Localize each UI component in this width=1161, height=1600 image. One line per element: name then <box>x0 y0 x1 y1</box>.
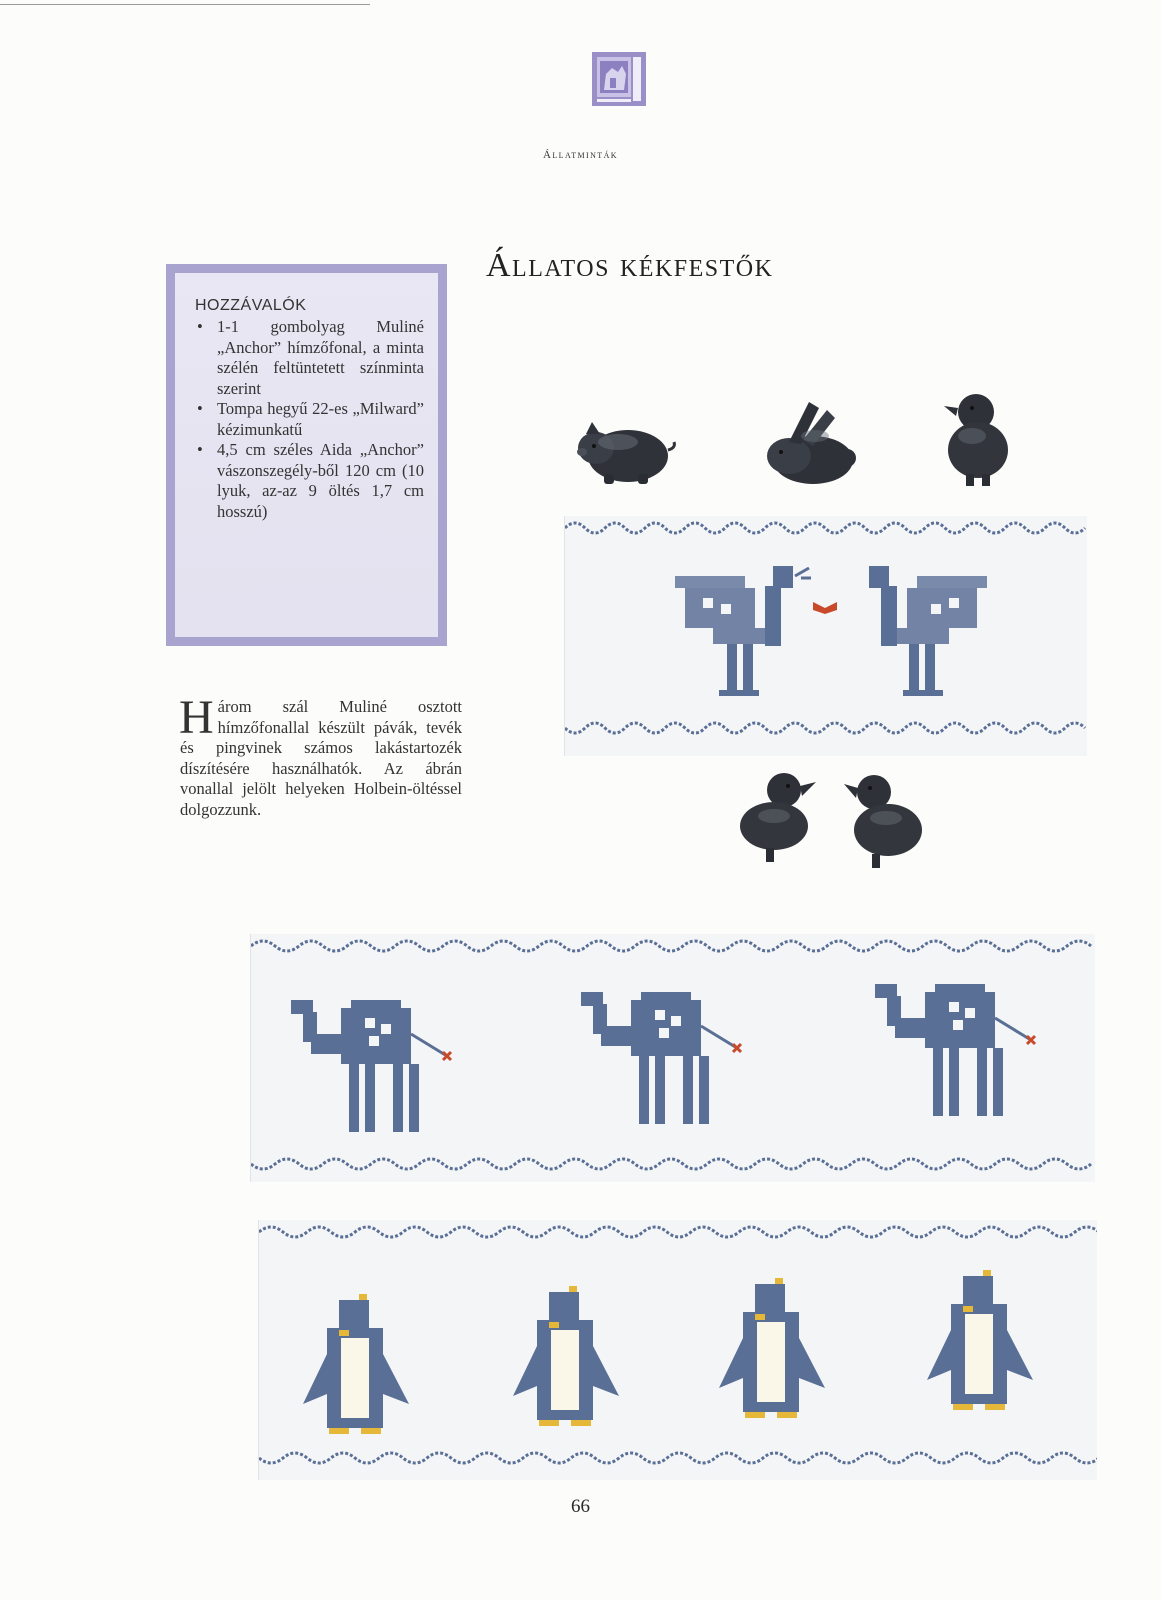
section-heading: Állatminták <box>543 149 618 161</box>
materials-panel <box>175 273 438 637</box>
penguin-motif <box>509 1286 629 1446</box>
penguin-motif <box>299 1294 419 1454</box>
camel-motif <box>281 994 481 1144</box>
bullet-icon: • <box>197 399 203 418</box>
bullet-icon: • <box>197 317 203 336</box>
materials-item <box>195 440 424 522</box>
penguin-motif <box>715 1278 835 1438</box>
materials-list <box>195 317 424 522</box>
materials-item-text: Tompa hegyű 22-es „Milward” kézimunkatű <box>217 399 424 439</box>
penguin-motif <box>923 1270 1043 1430</box>
wave-border-bottom <box>259 1450 1097 1468</box>
peacock-strip <box>564 516 1087 756</box>
camel-motif <box>865 978 1065 1128</box>
wave-border-top <box>565 518 1087 536</box>
wave-border-top <box>259 1222 1097 1240</box>
intro-dropcap: H <box>179 691 214 744</box>
penguin-strip <box>258 1220 1097 1480</box>
materials-item <box>195 317 424 399</box>
section-logo-icon <box>592 52 646 106</box>
chick-button-image <box>936 390 1016 494</box>
pig-button-image <box>572 412 680 492</box>
materials-heading: HOZZÁVALÓK <box>195 297 307 314</box>
materials-box <box>166 264 447 646</box>
materials-item-text: 1-1 gombolyag Muliné „Anchor” hímzőfonal, a minta szélén feltüntetett színminta szerint <box>217 317 424 398</box>
bullet-icon: • <box>197 440 203 459</box>
top-rule <box>0 4 370 5</box>
camel-strip <box>250 934 1095 1182</box>
rabbit-button-image <box>755 396 859 492</box>
peacock-right-motif <box>837 556 1007 706</box>
wave-border-top <box>251 936 1095 954</box>
duck-button-right-image <box>842 770 930 874</box>
duck-button-left-image <box>734 768 820 868</box>
page-number: 66 <box>571 1496 590 1517</box>
page-title: Állatos kékfestők <box>486 247 774 284</box>
wave-border-bottom <box>565 720 1087 738</box>
intro-text: árom szál Muliné osztott hímzőfonallal készült pávák, tevék és pingvinek számos lakástartozék díszítésére használhatók. Az ábrán vonallal jelölt helyeken Holbein-öltéssel dolgozzunk. <box>180 697 462 819</box>
intro-paragraph <box>179 691 462 820</box>
peacock-left-motif <box>655 556 825 706</box>
materials-item-text: 4,5 cm széles Aida „Anchor” vászonszegély-ből 120 cm (10 lyuk, az-az 9 öltés 1,7 cm hosszú) <box>217 440 424 521</box>
materials-item <box>195 399 424 440</box>
beak-red-icon <box>813 600 837 614</box>
camel-motif <box>571 986 771 1136</box>
wave-border-bottom <box>251 1156 1095 1174</box>
